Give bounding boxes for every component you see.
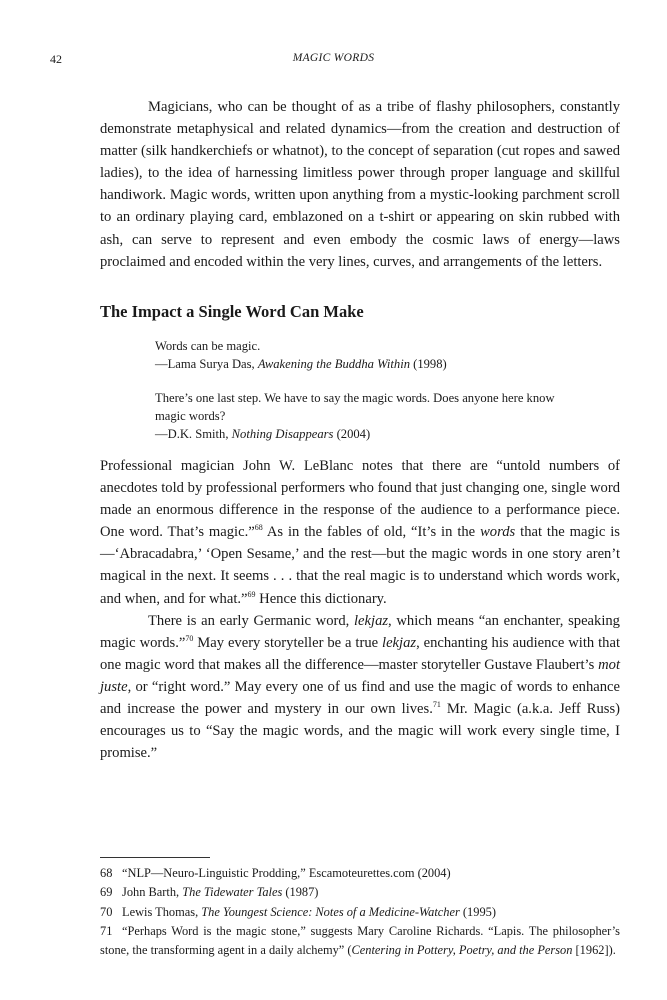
text-run: May every storyteller be a true: [193, 634, 383, 651]
text-run: Professional magician John W. LeBlanc notes that there are “untold numbers of anecdotes told by professional performers who found that just changing one, single word made an enormous difference in the response of the audience to a performance piece. One word. That’s magic.”: [100, 458, 620, 541]
footnote-title: Centering in Pottery, Poetry, and the Person: [351, 943, 573, 958]
footnote-text: [1962]).: [572, 943, 616, 958]
footnote-70: [100, 903, 620, 922]
footnote-number: 68: [100, 866, 113, 880]
page-number: 42: [50, 52, 62, 66]
attribution-author: —D.K. Smith,: [155, 427, 232, 442]
emphasis: lekjaz: [382, 634, 417, 651]
body-section: [100, 455, 620, 764]
footnote-ref-68[interactable]: 68: [254, 523, 263, 533]
text-run: As in the fables of old, “It’s in the: [262, 524, 481, 541]
running-title: MAGIC WORDS: [292, 52, 375, 64]
footnote-text: “Perhaps Word is the magic stone,” suggests Mary Caroline Richards. “Lapis. The philosopher’s stone, the transforming agent in a daily alchemy” (: [100, 923, 620, 958]
text-run: , which means “an enchanter, speaking magic words.”: [100, 612, 620, 651]
epigraph-attribution: [155, 425, 555, 443]
text-run: Mr. Magic (a.k.a. Jeff Russ) encourages us to “Say the magic words, and the magic will work every single time, I promise.”: [100, 701, 620, 762]
epigraph-quote: Words can be magic.: [155, 339, 261, 353]
footnote-text: (1987): [282, 885, 319, 900]
footnote-number: 69: [100, 885, 113, 900]
epigraph-attribution: [155, 355, 555, 373]
footnote-ref-71[interactable]: 71: [432, 700, 441, 710]
paragraph-intro: [100, 96, 620, 273]
attribution-work-title: Nothing Disappears: [231, 427, 334, 442]
footnote-68: [100, 864, 620, 883]
footnote-ref-70[interactable]: 70: [185, 633, 194, 643]
attribution-year: (2004): [333, 427, 371, 442]
footnote-69: [100, 883, 620, 902]
text-run: that the magic is—‘Abracadabra,’ ‘Open Sesame,’ and the rest—but the magic words in one story aren’t magical in the next. It seems . . . that the real magic is to understand which words work, and when, and for what.”: [100, 524, 620, 607]
attribution-year: (1998): [410, 357, 447, 372]
footnote-text: (1995): [459, 904, 496, 919]
footnote-text: John Barth,: [122, 885, 183, 900]
attribution-author: —Lama Surya Das,: [155, 357, 258, 372]
emphasis: lekjaz: [354, 612, 389, 629]
text-run: , enchanting his audience with that one magic word that makes all the difference—master storyteller Gustave Flaubert’s: [100, 634, 620, 673]
text-run: There is an early Germanic word,: [148, 612, 354, 629]
footnote-ref-69[interactable]: 69: [247, 589, 256, 599]
section-heading: The Impact a Single Word Can Make: [100, 302, 364, 321]
paragraph-intro-text: Magicians, who can be thought of as a tribe of flashy philosophers, constantly demonstrate metaphysical and related dynamics—from the creation and destruction of matter (silk handkerchiefs or whatnot), to the concept of separation (cut ropes and sawed ladies), to the idea of harnessing limitless power through proper language and skillful handiwork. Magic words, written upon anything from a mystic-looking parchment scroll to an ordinary playing card, emblazoned on a t-shirt or appearing on skin rubbed with ash, can serve to represent and even embody the cosmic laws of energy—laws proclaimed and encoded within the very lines, curves, and arrangements of the letters.: [100, 99, 620, 270]
emphasis: mot juste: [100, 656, 620, 695]
epigraph-quote: There’s one last step. We have to say the magic words. Does anyone here know magic words?: [155, 391, 555, 424]
paragraph-lekjaz: [100, 610, 620, 765]
footnote-number: 71: [100, 923, 113, 938]
footnote-text: “NLP—Neuro-Linguistic Prodding,” Escamoteurettes.com (2004): [122, 866, 451, 880]
epigraph: [155, 337, 555, 373]
paragraph-leblanc: [100, 455, 620, 610]
text-run: , or “right word.” May every one of us find and use the magic of words to enhance and increase the power and mystery in our own lives.: [100, 678, 620, 718]
footnote-title: The Tidewater Tales: [182, 885, 283, 900]
attribution-work-title: Awakening the Buddha Within: [257, 357, 410, 372]
emphasis: words: [480, 524, 516, 541]
footnote-text: Lewis Thomas,: [122, 904, 202, 919]
footnote-71: [100, 922, 620, 961]
footnotes: [100, 864, 620, 960]
epigraph: [155, 389, 555, 444]
footnote-separator: [100, 857, 210, 858]
text-run: Hence this dictionary.: [255, 590, 387, 607]
footnote-title: The Youngest Science: Notes of a Medicine-Watcher: [201, 904, 460, 919]
footnote-number: 70: [100, 904, 113, 919]
